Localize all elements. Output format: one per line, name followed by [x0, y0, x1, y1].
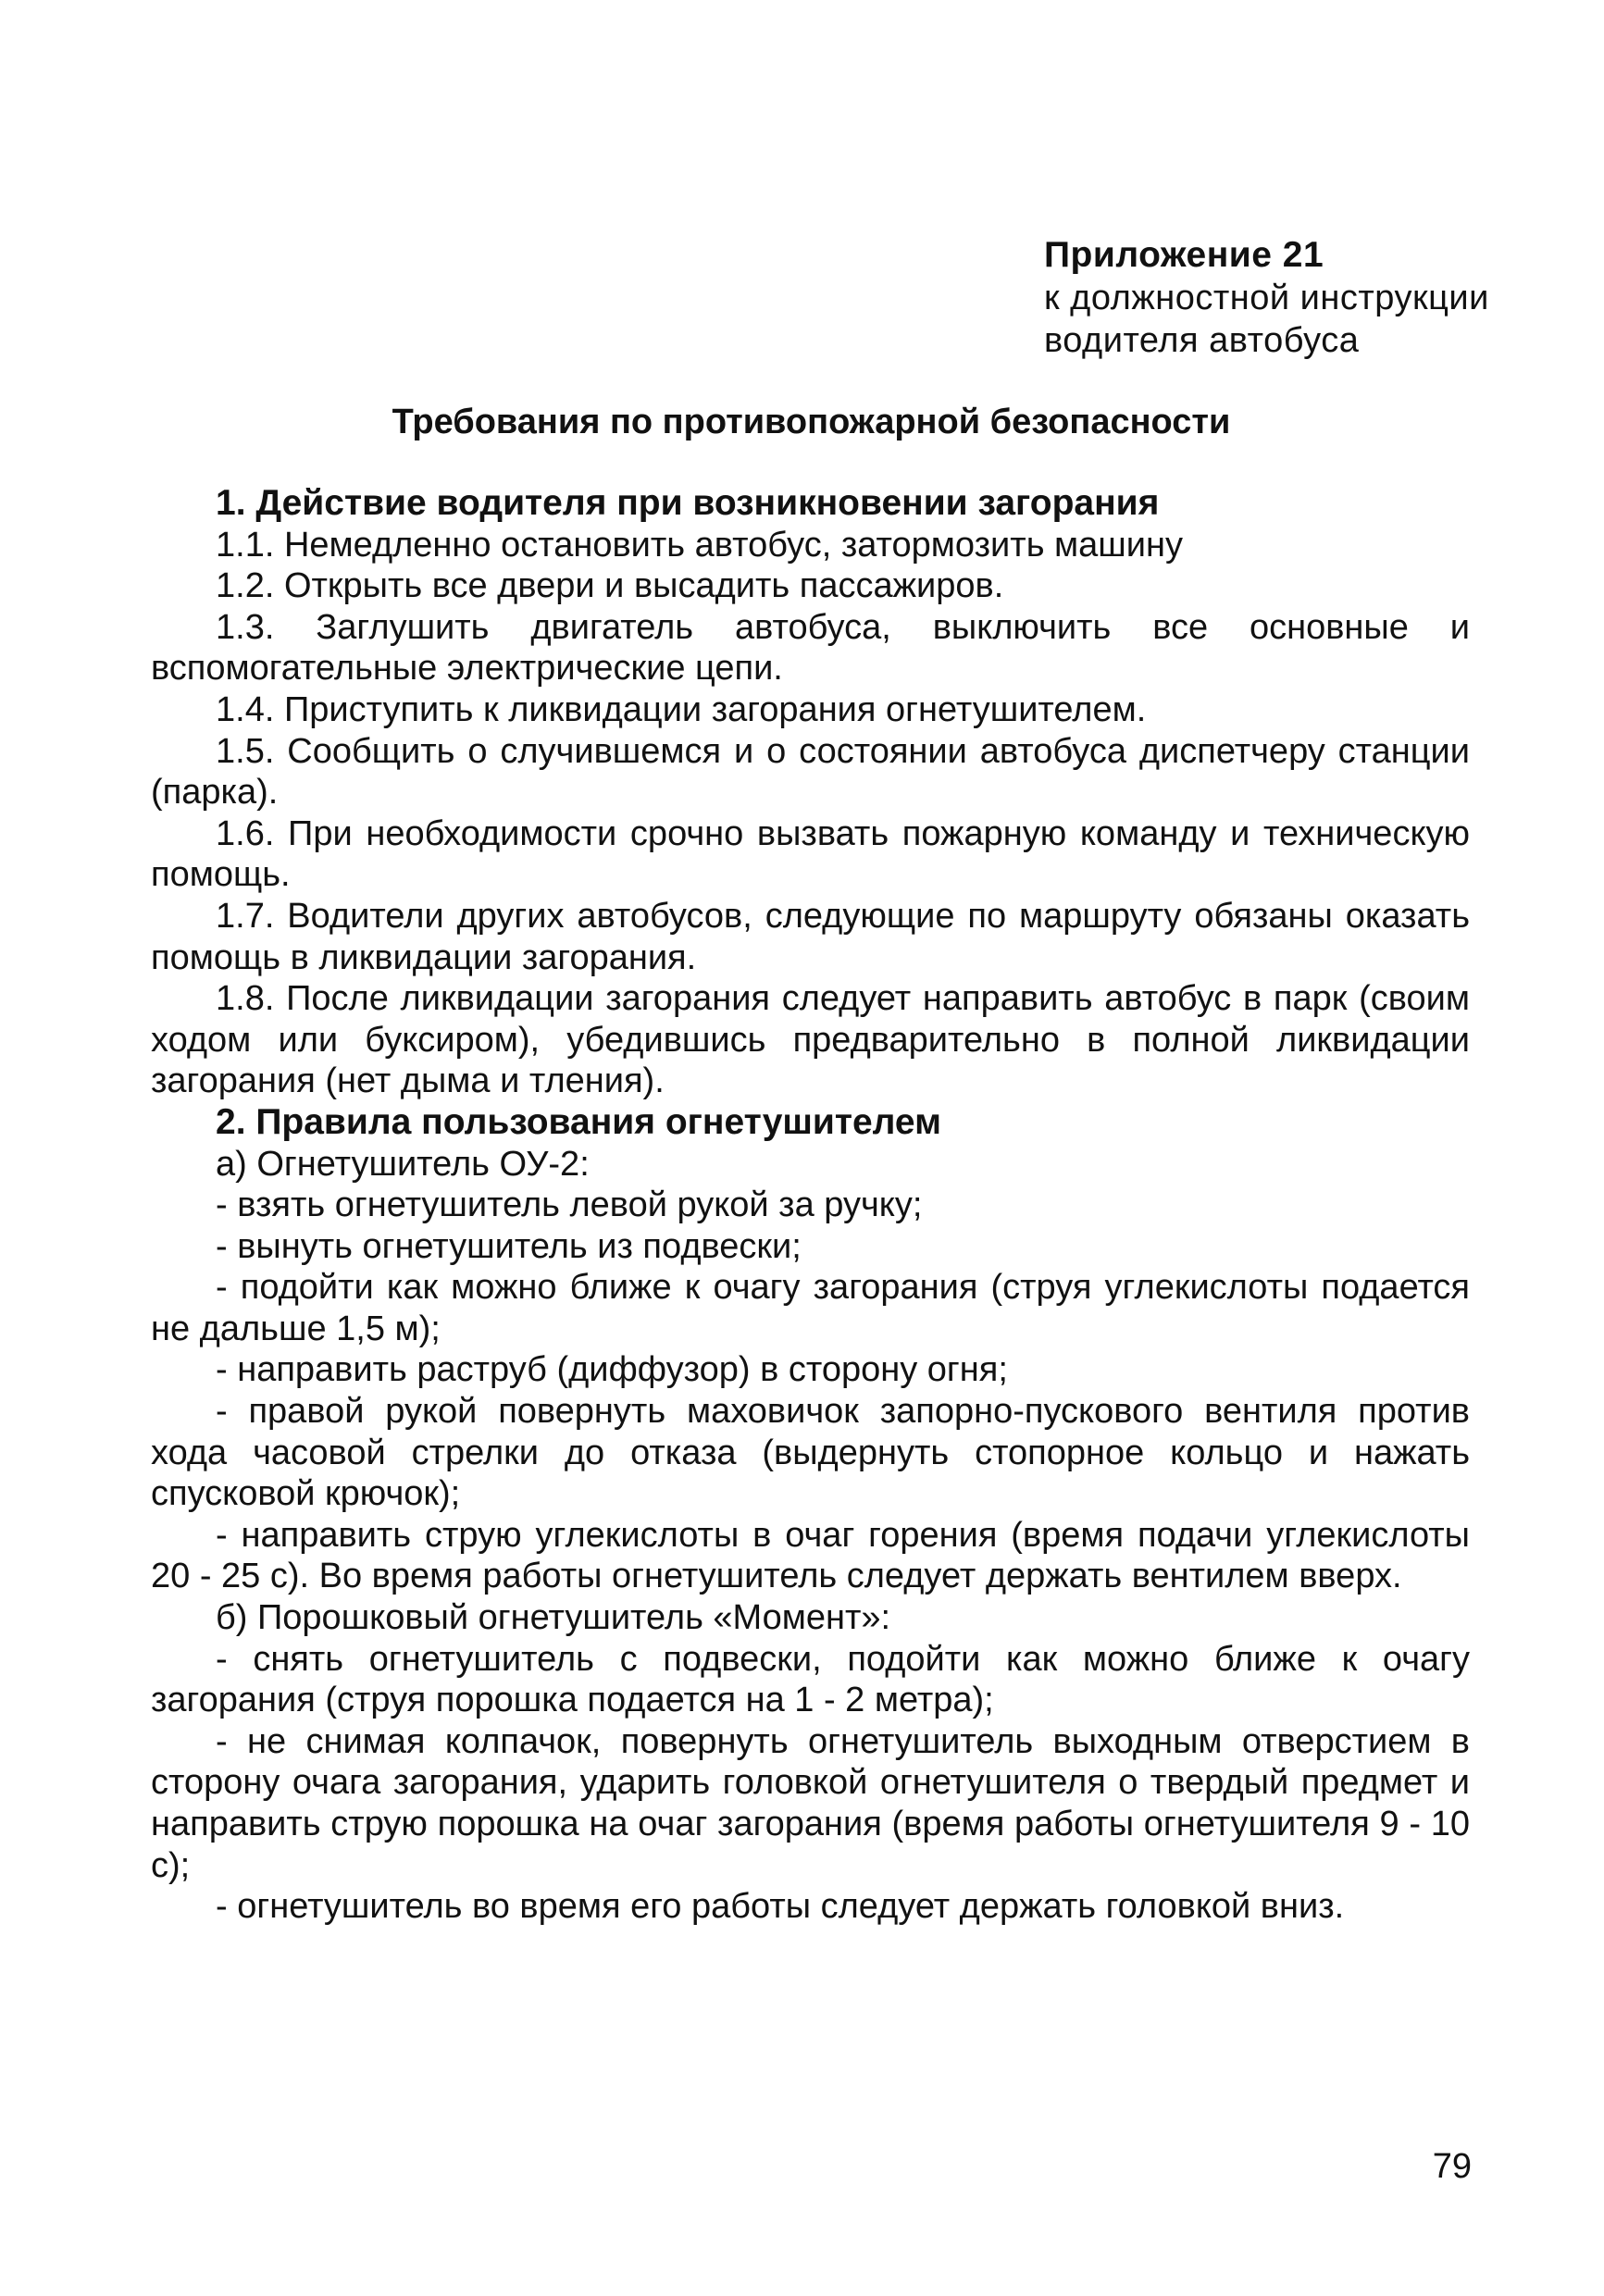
extinguisher-a-step: - вынуть огнетушитель из подвески;: [216, 1226, 802, 1266]
section-1-heading: 1. Действие водителя при возникновении загорания: [216, 483, 1160, 523]
section-1-item: 1.6. При необходимости срочно вызвать пожарную команду и техническую помощь.: [151, 813, 1470, 895]
extinguisher-a-step: - направить струю углекислоты в очаг горения (время подачи углекислоты 20 - 25 с). Во время работы огнетушитель следует держать вентилем вверх.: [151, 1515, 1470, 1596]
section-1-item: 1.8. После ликвидации загорания следует направить автобус в парк (своим ходом или буксиром), убедившись предварительно в полной ликвидации загорания (нет дыма и тления).: [151, 979, 1470, 1101]
section-1-item: 1.2. Открыть все двери и высадить пассажиров.: [216, 566, 1004, 606]
extinguisher-b-step: - не снимая колпачок, повернуть огнетушитель выходным отверстием в сторону очага загорания, ударить головкой огнетушителя о твердый предмет и направить струю порошка на очаг загорания (время работы огнетушителя 9 - 10 с);: [151, 1721, 1470, 1885]
document-title: Требования по противопожарной безопасности: [392, 403, 1231, 441]
section-1-item: 1.3. Заглушить двигатель автобуса, выключить все основные и вспомогательные электрические цепи.: [151, 607, 1470, 689]
appendix-line-2: водителя автобуса: [1044, 321, 1360, 360]
extinguisher-b-step: - огнетушитель во время его работы следует держать головкой вниз.: [216, 1887, 1345, 1927]
appendix-line-1: к должностной инструкции: [1044, 279, 1489, 317]
section-1-item: 1.4. Приступить к ликвидации загорания огнетушителем.: [216, 689, 1147, 729]
extinguisher-a-step: - правой рукой повернуть маховичок запорно-пускового вентиля против хода часовой стрелки до отказа (выдернуть стопорное кольцо и нажать спусковой крючок);: [151, 1392, 1470, 1514]
document-body: [151, 483, 1470, 1928]
extinguisher-a-label: а) Огнетушитель ОУ-2:: [216, 1144, 590, 1184]
page-number: 79: [1432, 2147, 1472, 2186]
extinguisher-b-step: - снять огнетушитель с подвески, подойти как можно ближе к очагу загорания (струя порошка подается на 1 - 2 метра);: [151, 1639, 1470, 1720]
appendix-title: Приложение 21: [1044, 235, 1324, 275]
appendix-block: [1044, 234, 1562, 362]
section-1-item: 1.7. Водители других автобусов, следующие по маршруту обязаны оказать помощь в ликвидации загорания.: [151, 896, 1470, 977]
extinguisher-a-step: - подойти как можно ближе к очагу загорания (струя углекислоты подается не дальше 1,5 м);: [151, 1268, 1470, 1348]
extinguisher-a-step: - направить раструб (диффузор) в сторону огня;: [216, 1350, 1008, 1390]
extinguisher-a-step: - взять огнетушитель левой рукой за ручку;: [216, 1185, 923, 1225]
section-1-item: 1.1. Немедленно остановить автобус, затормозить машину: [216, 525, 1183, 565]
extinguisher-b-label: б) Порошковый огнетушитель «Момент»:: [216, 1598, 891, 1638]
section-1-item: 1.5. Сообщить о случившемся и о состоянии автобуса диспетчеру станции (парка).: [151, 731, 1470, 813]
section-2-heading: 2. Правила пользования огнетушителем: [216, 1101, 941, 1142]
